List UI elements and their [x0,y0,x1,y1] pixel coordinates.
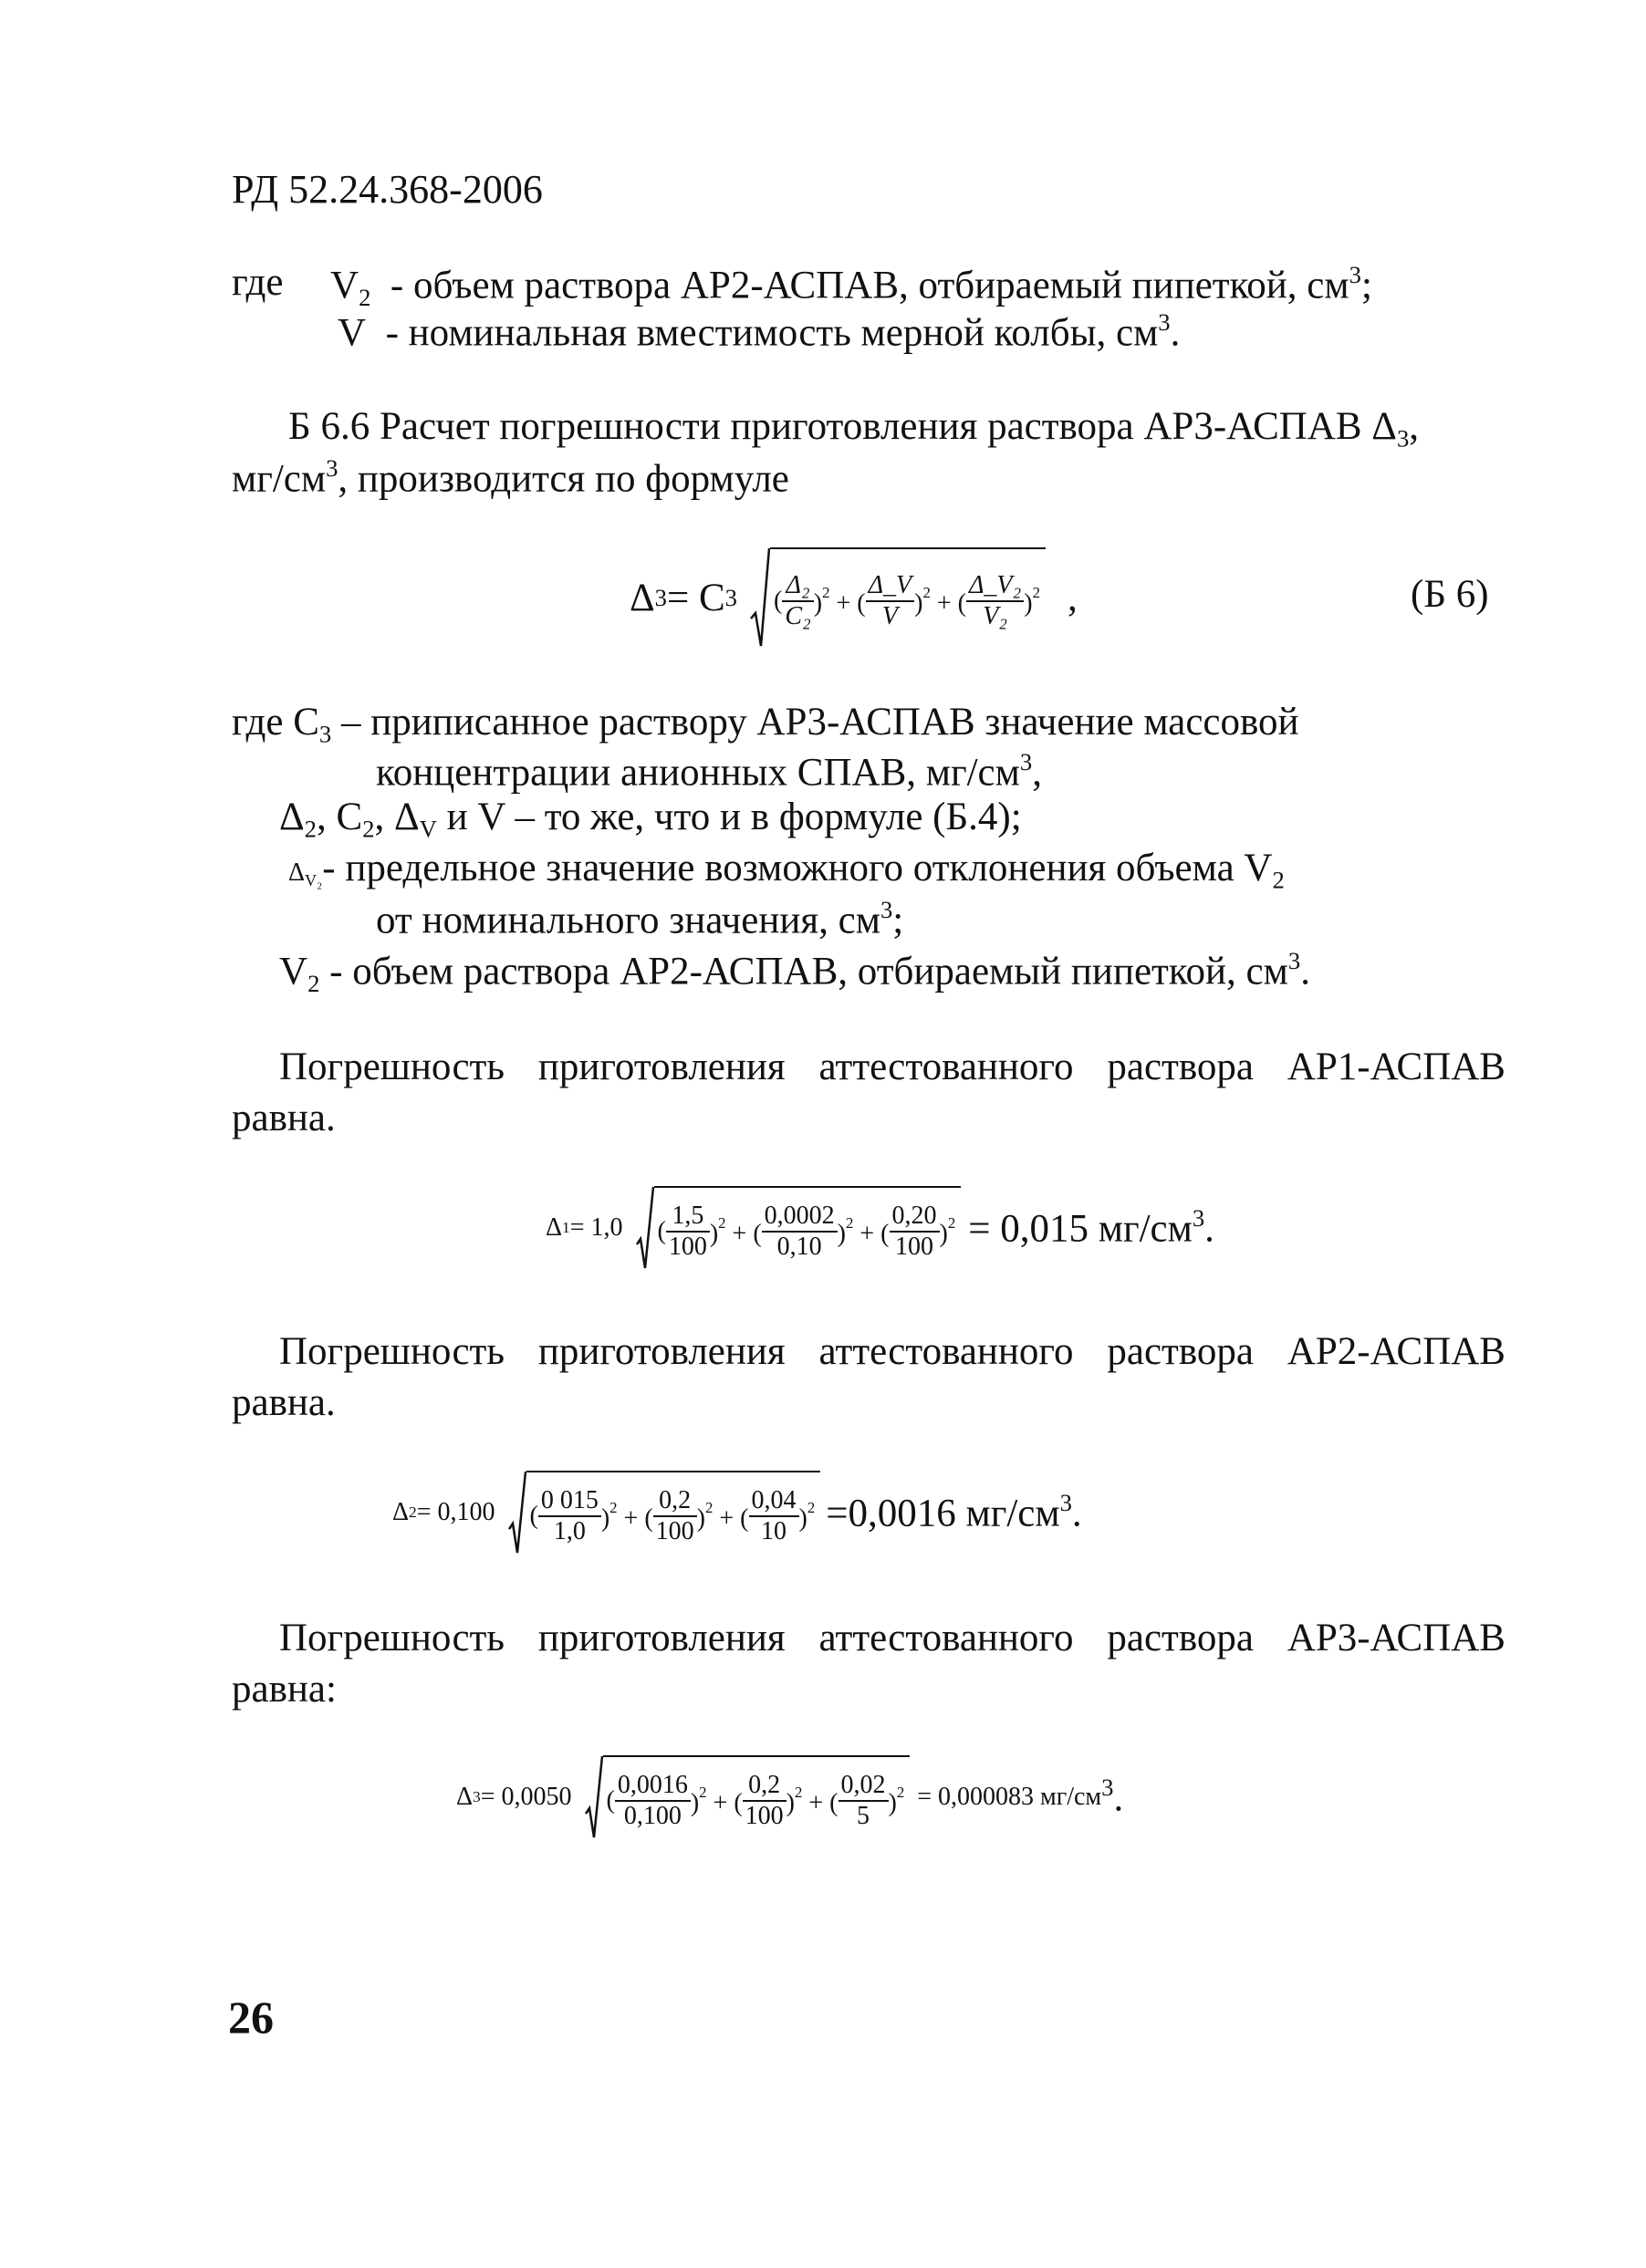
where2-line5: от номинального значения, $см^3$; [376,896,904,942]
para-b66-line2: $мг/см^3$, производится по формуле [232,454,789,501]
para-b66-line1: Б 6.6 Расчет погрешности приготовления раствора АР3-АСПАВ $\Delta_3$, [288,405,1420,453]
where2-line1: где $С_3$ – приписанное раствору АР3-АСПАВ значение массовой [232,701,1299,748]
calc2-intro-line1: Погрешность приготовления аттестованного раствора АР2-АСПАВ [279,1330,1505,1373]
calc3-intro-line1: Погрешность приготовления аттестованного раствора АР3-АСПАВ [279,1617,1505,1659]
where-line-v: V - номинальная вместимость мерной колбы, $см^3$. [338,308,1181,355]
document-code: РД 52.24.368-2006 [232,167,543,212]
formula-b6-number: (Б 6) [1411,573,1489,616]
where-line-v2: $V_2$ - объем раствора АР2-АСПАВ, отбираемый пипеткой, $см^3$; [330,261,1372,312]
where2-line6: $V_2$ - объем раствора АР2-АСПАВ, отбираемый пипеткой, $см^3$. [279,947,1310,998]
formula-calc2: Δ 2 = 0,100 ( 0 015 1,0 )$^2$ + ( 0,2 100 )$^2$ + ( 0,04 10 )$^2$ =0,0016 $мг/см^3$. [392,1471,1082,1555]
formula-calc3: Δ 3 = 0,0050 ( 0,0016 0,100 )$^2$ + ( 0,2 100 )$^2$ + ( 0,02 5 )$^2$ = 0,000083 мг/см $^3$. [456,1755,1123,1839]
where2-line3: $\Delta_2$, $C_2$, $\Delta_V$ и V – то же, что и в формуле (Б.4); [279,796,1022,843]
calc3-intro-line2: равна: [232,1668,337,1711]
formula-calc1: Δ 1 = 1,0 ( 1,5 100 )$^2$ + ( 0,0002 0,10 )$^2$ + ( 0,20 100 )$^2$ = 0,015 $мг/см^3$. [546,1186,1214,1270]
where2-line2: концентрации анионных СПАВ, $мг/см^3$, [376,748,1042,795]
formula-b6: Δ 3 = C 3 ( Δ₂ C₂ )$^2$ + ( Δ_V V )$^2$ + ( Δ_V₂ V₂ )$^2$ , [630,547,1078,648]
where-label: где [232,261,284,304]
calc1-intro-line2: равна. [232,1097,336,1139]
sqrt-b6: ( Δ₂ C₂ )$^2$ + ( Δ_V V )$^2$ + ( Δ_V₂ V₂ )$^2$ [750,547,1046,648]
calc1-intro-line1: Погрешность приготовления аттестованного раствора АР1-АСПАВ [279,1046,1505,1088]
page-number: 26 [228,1992,274,2043]
calc2-intro-line2: равна. [232,1381,336,1424]
where2-line4: ΔV₂- предельное значение возможного отклонения объема $V_2$ [288,847,1285,894]
